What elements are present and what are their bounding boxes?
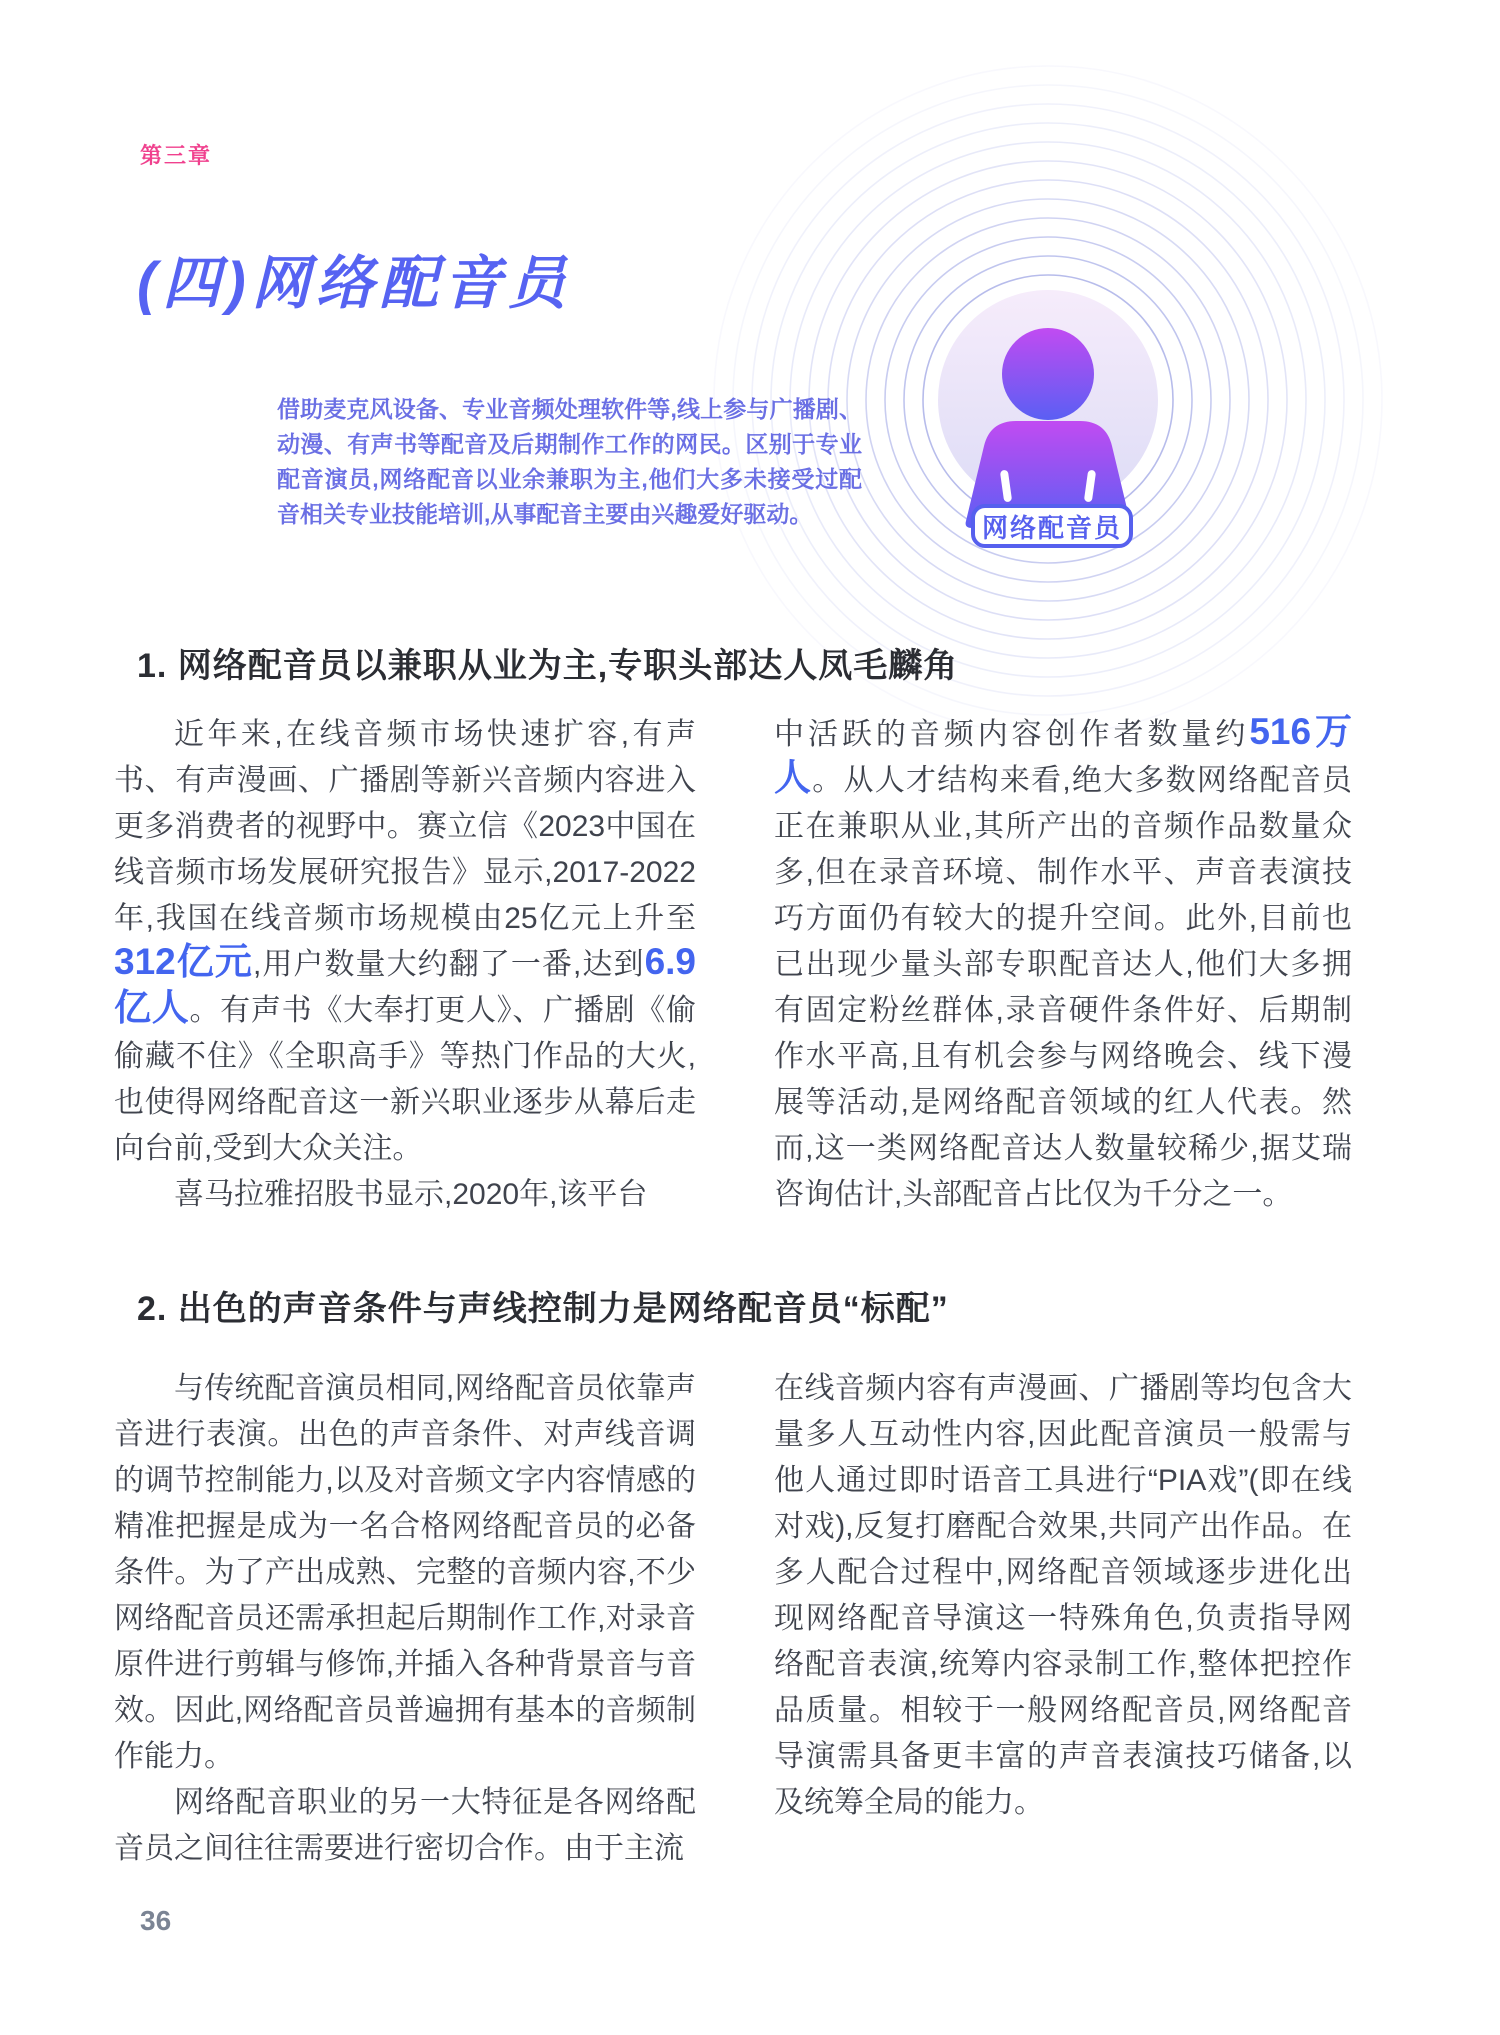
section-2-left-column	[114, 1366, 696, 1872]
section-2-left-para-1: 与传统配音演员相同,网络配音员依靠声音进行表演。出色的声音条件、对声线音调的调节控制能力,以及对音频文字内容情感的精准把握是成为一名合格网络配音员的必备条件。为了产出成熟、完整的音频内容,不少网络配音员还需承担起后期制作工作,对录音原件进行剪辑与修饰,并插入各种背景音与音效。因此,网络配音员普遍拥有基本的音频制作能力。	[114, 1372, 696, 1773]
section-1-left-column	[114, 712, 696, 1218]
definition-paragraph: 借助麦克风设备、专业音频处理软件等,线上参与广播剧、动漫、有声书等配音及后期制作工作的网民。区别于专业配音演员,网络配音以业余兼职为主,他们大多未接受过配音相关专业技能培训,从事配音主要由兴趣爱好驱动。	[277, 396, 862, 527]
chapter-label: 第三章	[140, 143, 213, 168]
section-2-heading: 2. 出色的声音条件与声线控制力是网络配音员“标配”	[137, 1290, 949, 1328]
section-1-right-para: 中活跃的音频内容创作者数量约516万人。从人才结构来看,绝大多数网络配音员正在兼职从业,其所产出的音频作品数量众多,但在录音环境、制作水平、声音表演技巧方面仍有较大的提升空间。此外,目前也已出现少量头部专职配音达人,他们大多拥有固定粉丝群体,录音硬件条件好、后期制作水平高,且有机会参与网络晚会、线下漫展等活动,是网络配音领域的红人代表。然而,这一类网络配音达人数量较稀少,据艾瑞咨询估计,头部配音占比仅为千分之一。	[774, 711, 1353, 1211]
page-title: (四)网络配音员	[137, 251, 572, 316]
section-2-right-para: 在线音频内容有声漫画、广播剧等均包含大量多人互动性内容,因此配音演员一般需与他人通过即时语音工具进行“PIA戏”(即在线对戏),反复打磨配合效果,共同产出作品。在多人配合过程中,网络配音领域逐步进化出现网络配音导演这一特殊角色,负责指导网络配音表演,统筹内容录制工作,整体把控作品质量。相较于一般网络配音员,网络配音导演需具备更丰富的声音表演技巧储备,以及统筹全局的能力。	[774, 1372, 1352, 1819]
avatar-badge: 网络配音员	[971, 504, 1133, 548]
section-1-right-column	[774, 712, 1352, 1218]
page-number: 36	[140, 1905, 172, 1936]
section-1-heading: 1. 网络配音员以兼职从业为主,专职头部达人凤毛麟角	[137, 647, 959, 685]
section-1-left-para-1: 近年来,在线音频市场快速扩容,有声书、有声漫画、广播剧等新兴音频内容进入更多消费者的视野中。赛立信《2023中国在线音频市场发展研究报告》显示,2017-2022年,我国在线音频市场规模由25亿元上升至312亿元,用户数量大约翻了一番,达到6.9亿人。有声书《大奉打更人》、广播剧《偷偷藏不住》《全职高手》等热门作品的大火,也使得网络配音这一新兴职业逐步从幕后走向台前,受到大众关注。	[114, 718, 697, 1165]
section-2-left-para-2: 网络配音职业的另一大特征是各网络配音员之间往往需要进行密切合作。由于主流	[114, 1786, 696, 1865]
section-2-right-column	[774, 1366, 1352, 1826]
section-1-left-para-2: 喜马拉雅招股书显示,2020年,该平台	[174, 1178, 648, 1211]
